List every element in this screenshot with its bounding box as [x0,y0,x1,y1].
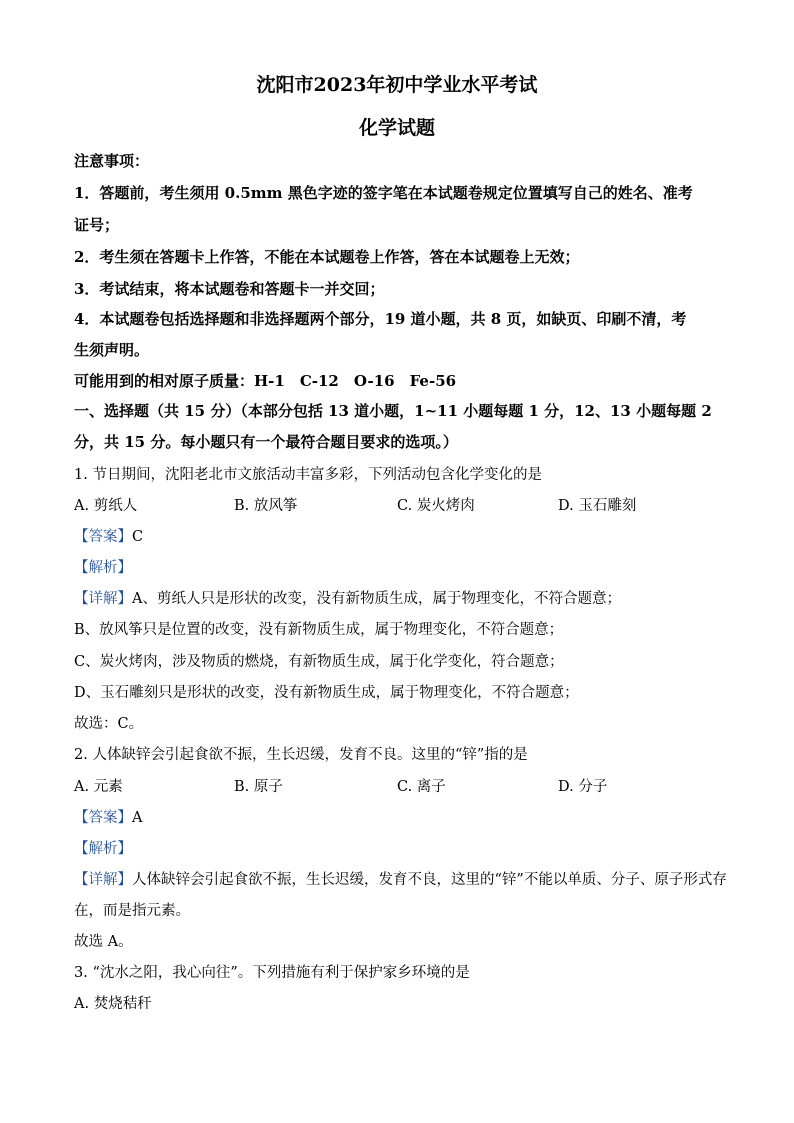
conclusion: 故选：C。 [74,716,144,732]
notice-line: 证号； [74,216,120,234]
notice-heading: 注意事项： [74,152,150,170]
question-stem: 1. 节日期间，沈阳老北市文旅活动丰富多彩，下列活动包含化学变化的是 [74,467,542,483]
detail-text: A、剪纸人只是形状的改变，没有新物质生成，属于物理变化，不符合题意； [132,591,621,607]
detail-line [74,587,621,608]
option: D. 玉石雕刻 [558,498,637,514]
option: B. 放风筝 [234,498,298,514]
detail-tag: 【详解】 [74,872,132,888]
conclusion: 故选 A。 [74,934,133,950]
notice-line: 2．考生须在答题卡上作答，不能在本试题卷上作答，答在本试题卷上无效； [74,248,580,266]
answer-line [74,525,143,546]
option: C. 离子 [397,779,446,795]
answer-value: C [132,529,144,545]
page-title: 沈阳市2023年初中学业水平考试 [256,74,538,96]
answer-value: A [132,810,143,826]
page-subtitle: 化学试题 [358,117,435,139]
detail-line: 在，而是指元素。 [74,903,190,919]
answer-line [74,806,142,827]
answer-tag: 【答案】 [74,529,132,545]
atomic-masses: 可能用到的相对原子质量：H-1 C-12 O-16 Fe-56 [74,372,457,390]
question-stem: 2. 人体缺锌会引起食欲不振，生长迟缓，发育不良。这里的“锌”指的是 [74,747,528,763]
analysis-tag: 【解析】 [74,841,132,857]
notice-line: 4．本试题卷包括选择题和非选择题两个部分，19 道小题，共 8 页，如缺页、印刷不清，考 [74,310,687,328]
answer-tag: 【答案】 [74,810,132,826]
option: A. 焚烧秸秆 [74,996,152,1012]
option: A. 剪纸人 [74,498,138,514]
notice-line: 生须声明。 [74,341,150,359]
detail-tag: 【详解】 [74,591,132,607]
section-heading: 一、选择题（共 15 分）（本部分包括 13 道小题，1~11 小题每题 1 分，12、13 小题每题 2 [74,402,712,420]
question-stem: 3. “沈水之阳，我心向往”。下列措施有利于保护家乡环境的是 [74,965,470,981]
notice-line: 3．考试结束，将本试题卷和答题卡一并交回； [74,280,385,298]
detail-line [74,868,727,889]
option: D. 分子 [558,779,608,795]
option: B. 原子 [234,779,283,795]
detail-line: C、炭火烤肉，涉及物质的燃烧，有新物质生成，属于化学变化，符合题意； [74,654,564,670]
option: A. 元素 [74,779,123,795]
detail-line: D、玉石雕刻只是形状的改变，没有新物质生成，属于物理变化，不符合题意； [74,685,579,701]
detail-line: B、放风筝只是位置的改变，没有新物质生成，属于物理变化，不符合题意； [74,622,564,638]
option: C. 炭火烤肉 [397,498,475,514]
analysis-tag: 【解析】 [74,560,132,576]
section-heading: 分，共 15 分。每小题只有一个最符合题目要求的选项。） [74,433,458,451]
detail-text: 人体缺锌会引起食欲不振，生长迟缓，发育不良，这里的“锌”不能以单质、分子、原子形式存 [132,872,727,888]
notice-line: 1．答题前，考生须用 0.5mm 黑色字迹的签字笔在本试题卷规定位置填写自己的姓名、准考 [74,184,693,202]
